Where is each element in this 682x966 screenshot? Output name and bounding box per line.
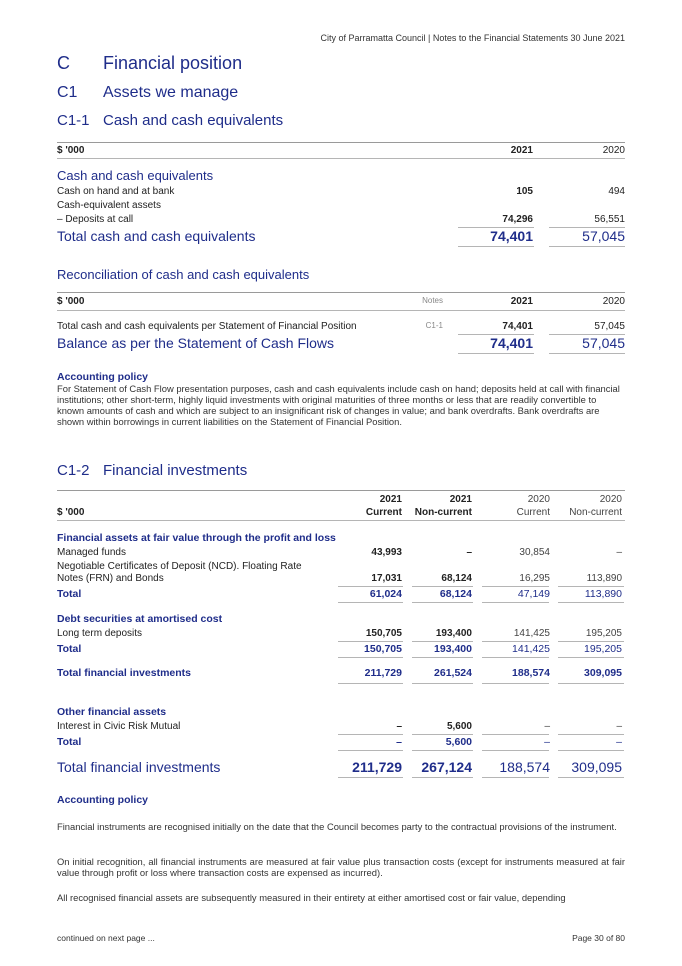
cell: – [466,547,472,558]
cell: 309,095 [584,667,622,679]
total-rule [482,602,549,603]
section-title: Financial investments [103,462,248,479]
row-label: Negotiable Certificates of Deposit (NCD). Floating Rate [57,561,302,572]
col-year: 2021 [449,494,472,505]
cell-2020: 57,045 [594,321,625,332]
header-rule [57,158,625,159]
policy-paragraph: On initial recognition, all financial instruments are measured at fair value plus transaction costs (except for instruments measured at fair value through profit or loss where transaction costs are expensed as incurred). [57,856,625,878]
header-rule [57,310,625,311]
total-label: Total [57,643,82,655]
cell: 211,729 [364,667,402,679]
policy-text: For Statement of Cash Flow presentation purposes, cash and cash equivalents include cash on hand; deposits held at call with financial institutions; other short-term, highly liquid investments with original maturities of three months or less that are readily convertible to known amounts of cash and which are subject to an insignificant risk of changes in value; and bank overdrafts. Bank overdrafts are shown within borrowings in current liabilities on the Statement of Financial Position. [57,383,620,427]
section-heading-c [57,53,242,74]
total-rule [482,777,549,778]
subtotal-rule [338,586,403,587]
total-rule [412,657,473,658]
total-rule [338,683,403,684]
section-title: Financial position [103,53,243,73]
subheading-text: Cash and cash equivalents [57,168,214,183]
policy-heading-text: Accounting policy [57,794,149,806]
row-label: Managed funds [57,547,126,558]
section-title: Assets we manage [103,84,239,101]
total-rule [458,246,534,247]
note-ref: C1-1 [425,321,443,330]
section-number: C1 [57,84,78,101]
policy-paragraph: All recognised financial assets are subsequently measured in their entirety at either amortised cost or fair value, depending [57,892,566,903]
total-rule [338,750,403,751]
cell: – [396,736,402,748]
row-label: Long term deposits [57,628,143,639]
unit-label: $ '000 [57,145,85,156]
cell: 16,295 [519,573,550,584]
total-rule [549,246,625,247]
section-title: Cash and cash equivalents [103,112,284,129]
cell: 113,890 [586,573,622,584]
table-top-rule [57,142,625,143]
total-rule [412,602,473,603]
cell: – [544,721,550,732]
row-label: Cash-equivalent assets [57,200,161,211]
cell: 68,124 [441,573,472,584]
cell: 188,574 [499,759,550,775]
cell: 43,993 [371,547,402,558]
cell: 309,095 [571,759,622,775]
subtotal-rule [412,734,473,735]
subtotal-rule [412,641,473,642]
total-2021: 74,401 [490,335,533,351]
cell-2020: 56,551 [594,214,625,225]
total-rule [549,353,625,354]
total-rule [558,750,624,751]
total-2020: 57,045 [582,335,625,351]
cell: 193,400 [434,643,472,655]
total-rule [338,657,403,658]
total-rule [482,750,549,751]
subtotal-rule [558,641,624,642]
cell: – [616,547,622,558]
cell: 267,124 [421,759,472,775]
total-rule [412,683,473,684]
section-number: C [57,53,70,73]
total-rule [338,777,403,778]
subtotal-rule [412,586,473,587]
cell: 193,400 [435,628,472,639]
row-label: Total cash and cash equivalents per Statement of Financial Position [57,321,357,332]
group-heading: Debt securities at amortised cost [57,613,223,625]
section-heading-c1 [57,84,238,102]
cell-2020: 494 [608,186,625,197]
total-2020: 57,045 [582,228,625,244]
total-rule [412,750,473,751]
cell: 5,600 [446,721,472,732]
cell: 5,600 [445,736,472,748]
row-label: Cash on hand and at bank [57,186,175,197]
row-label: Notes (FRN) and Bonds [57,573,164,584]
running-header: City of Parramatta Council | Notes to the Financial Statements 30 June 2021 [320,33,625,43]
total-rule [558,602,624,603]
subtotal-rule [558,734,624,735]
table-top-rule [57,490,625,491]
total-label: Total financial investments [57,759,221,775]
total-rule [458,353,534,354]
cell: – [544,736,550,748]
cell-2021: 74,296 [502,214,533,225]
cell-2021: 74,401 [502,321,533,332]
col-year: 2020 [527,494,550,505]
policy-paragraph: Financial instruments are recognised initially on the date that the Council becomes party to the contractual provisions of the instrument. [57,821,617,832]
subtotal-rule [558,586,624,587]
total-rule [558,777,624,778]
subtotal-rule [482,586,549,587]
total-label: Balance as per the Statement of Cash Flows [57,335,335,351]
col-year: 2020 [599,494,622,505]
cell: 195,205 [585,628,622,639]
cell: – [396,721,402,732]
cell-2021: 105 [516,186,533,197]
total-rule [558,683,624,684]
continued-note: continued on next page ... [57,933,155,943]
cell: 30,854 [519,547,550,558]
total-rule [482,683,549,684]
unit-label: $ '000 [57,507,85,518]
total-label: Total [57,588,82,600]
subtotal-rule [338,641,403,642]
cell: 68,124 [439,588,472,600]
page-number: Page 30 of 80 [572,933,625,943]
cell: 113,890 [584,588,622,600]
policy-heading-text: Accounting policy [57,371,149,383]
group-heading: Other financial assets [57,706,167,718]
subtotal-rule [338,734,403,735]
cell: 211,729 [352,759,402,775]
col-type: Current [516,507,550,518]
subtotal-rule [482,641,549,642]
col-year: 2021 [379,494,402,505]
col-type: Non-current [414,507,472,518]
cell: 61,024 [369,588,402,600]
cell: 47,149 [517,588,550,600]
group-heading: Financial assets at fair value through the profit and loss [57,532,336,544]
col-2021: 2021 [510,296,533,307]
table-top-rule [57,292,625,293]
notes-header: Notes [422,296,443,305]
cell: – [616,736,622,748]
col-2021: 2021 [510,145,533,156]
col-type: Current [365,507,402,518]
cell: 150,705 [365,628,402,639]
row-label: – Deposits at call [57,214,134,225]
col-2020: 2020 [602,145,625,156]
cell: 195,205 [584,643,622,655]
unit-label: $ '000 [57,296,85,307]
cell: – [616,721,622,732]
cell: 150,705 [364,643,402,655]
cell: 17,031 [371,573,402,584]
total-label: Total financial investments [57,667,192,679]
section-heading-c1-2 [57,462,247,479]
section-number: C1-2 [57,462,90,479]
total-rule [338,602,403,603]
cell: 141,425 [512,643,550,655]
section-heading-c1-1 [57,112,283,129]
col-2020: 2020 [602,296,625,307]
cell: 141,425 [513,628,550,639]
subtotal-rule [482,734,549,735]
cell: 261,524 [434,667,472,679]
recon-title: Reconciliation of cash and cash equivalents [57,267,310,282]
total-rule [482,657,549,658]
total-rule [558,657,624,658]
col-type: Non-current [569,507,622,518]
total-rule [412,777,473,778]
total-label: Total cash and cash equivalents [57,228,256,244]
header-rule [57,520,625,521]
section-number: C1-1 [57,112,90,129]
row-label: Interest in Civic Risk Mutual [57,721,181,732]
total-2021: 74,401 [490,228,533,244]
total-label: Total [57,736,82,748]
cell: 188,574 [512,667,550,679]
